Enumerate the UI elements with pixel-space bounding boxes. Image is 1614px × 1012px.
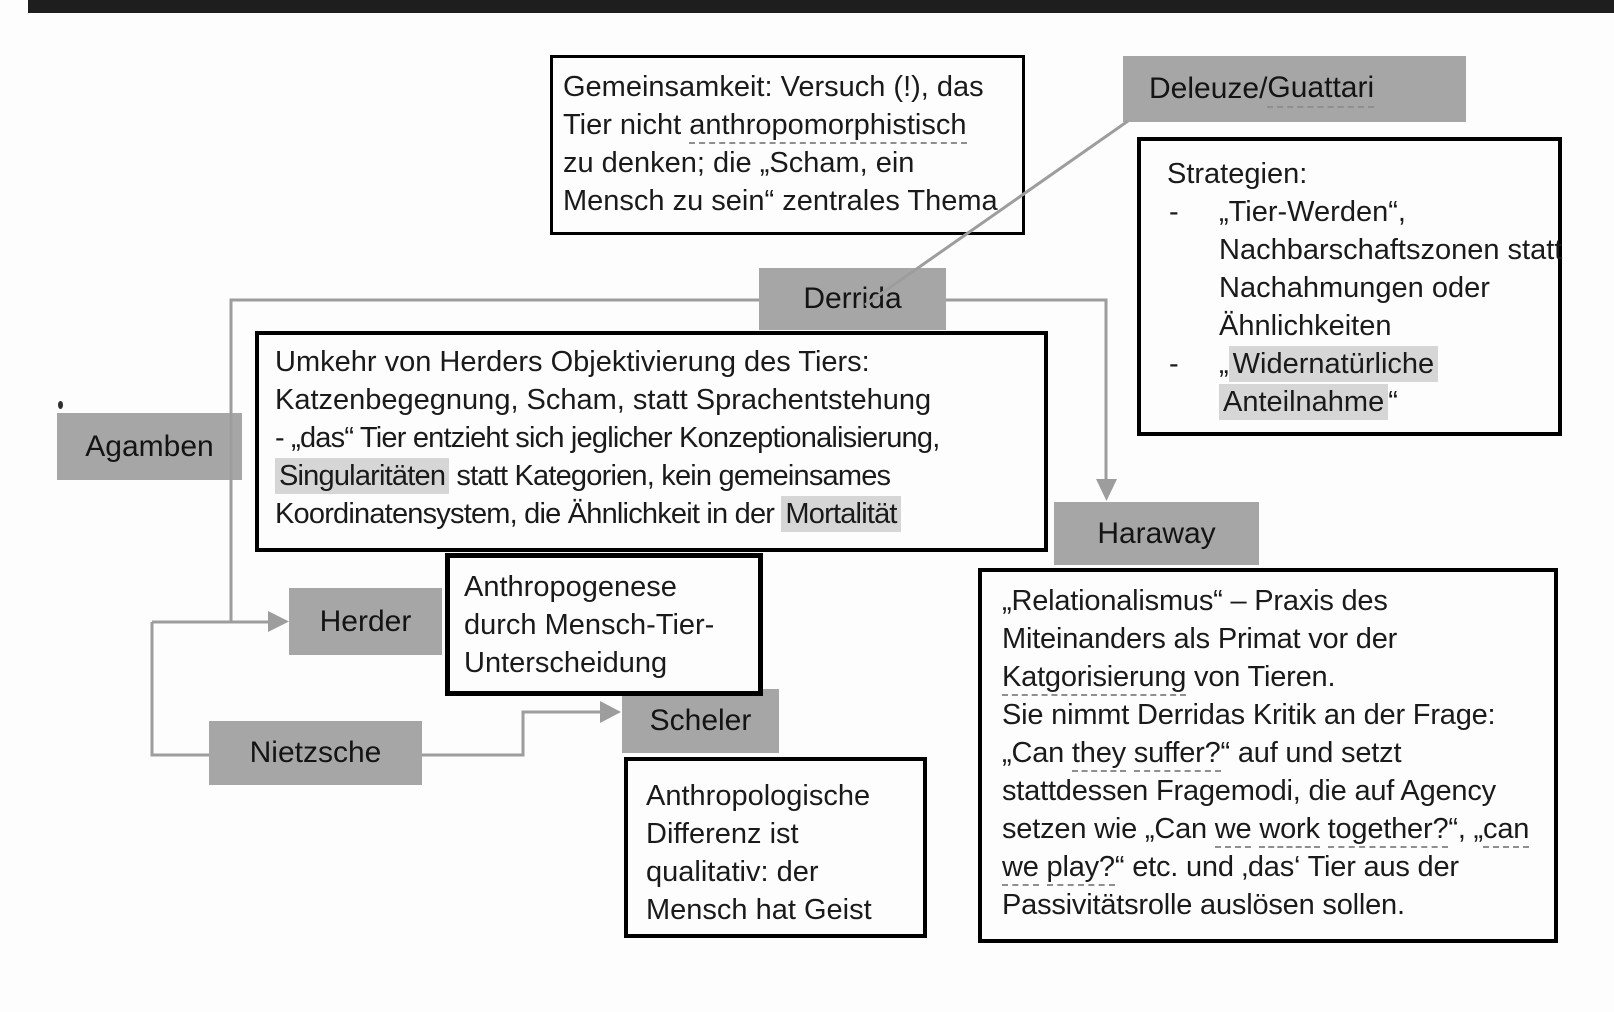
text-segment: “ bbox=[1388, 386, 1398, 418]
text-segment: Koordinatensystem, die Ähnlichkeit in der bbox=[275, 498, 782, 530]
node-agamben bbox=[57, 413, 242, 480]
text-line bbox=[646, 853, 915, 891]
text-segment: Mensch zu sein“ zentrales Thema bbox=[563, 185, 998, 217]
box-anthropogenese bbox=[445, 553, 763, 696]
spellcheck-term: can bbox=[1483, 813, 1529, 848]
text-segment: durch Mensch-Tier- bbox=[464, 609, 715, 641]
text-segment: Passivitätsrolle auslösen sollen. bbox=[1002, 889, 1405, 921]
arrowhead-haraway bbox=[1096, 479, 1117, 501]
text-line bbox=[1002, 810, 1548, 848]
spellcheck-term: work bbox=[1259, 813, 1319, 848]
text-segment: Tier nicht bbox=[563, 109, 690, 141]
text-segment: „ bbox=[1219, 348, 1229, 380]
node-herder bbox=[289, 588, 442, 655]
highlighted-term: Widernatürliche bbox=[1229, 346, 1438, 382]
text-line bbox=[464, 644, 750, 682]
text-line bbox=[1002, 886, 1548, 924]
text-segment: Katzenbegegnung, Scham, statt Sprachentstehung bbox=[275, 384, 932, 416]
text-line bbox=[275, 457, 1036, 495]
box-derrida-thesis bbox=[255, 331, 1048, 552]
text-segment: Mensch hat Geist bbox=[646, 894, 872, 926]
bullet-dash: - bbox=[1169, 196, 1179, 228]
text-line bbox=[1002, 696, 1548, 734]
spellcheck-term: Katgorisierung bbox=[1002, 661, 1186, 696]
text-segment: Nachahmungen oder bbox=[1219, 272, 1490, 304]
text-line bbox=[563, 182, 1012, 220]
text-line bbox=[1002, 772, 1548, 810]
text-line bbox=[1002, 848, 1548, 886]
box-gemeinsamkeit bbox=[550, 55, 1025, 235]
connector-nietzsche-scheler bbox=[422, 712, 600, 755]
scan-edge-bar bbox=[28, 0, 1614, 13]
node-label: Deleuze/ bbox=[1149, 72, 1268, 105]
node-label: Agamben bbox=[85, 429, 214, 463]
text-segment: “, „ bbox=[1448, 813, 1484, 845]
text-segment bbox=[1126, 737, 1134, 769]
box-scheler-thesis bbox=[624, 757, 927, 938]
node-label: Herder bbox=[319, 604, 412, 638]
text-line bbox=[275, 495, 1036, 533]
spellcheck-term: suffer? bbox=[1134, 737, 1221, 772]
node-haraway bbox=[1054, 502, 1259, 565]
node-derrida bbox=[759, 268, 946, 330]
node-label: Haraway bbox=[1097, 516, 1216, 550]
text-line bbox=[1167, 269, 1552, 307]
text-segment: stattdessen Fragemodi, die auf Agency bbox=[1002, 775, 1496, 807]
text-segment: Miteinanders als Primat vor der bbox=[1002, 623, 1398, 655]
spellcheck-term: we bbox=[1002, 851, 1039, 886]
text-line bbox=[1002, 734, 1548, 772]
node-deleuze-guattari bbox=[1123, 56, 1466, 122]
highlighted-term: Mortalität bbox=[781, 496, 900, 532]
connector-nietzsche-left bbox=[152, 622, 209, 755]
text-segment: Anthropogenese bbox=[464, 571, 677, 603]
text-segment: “ auf und setzt bbox=[1220, 737, 1402, 769]
text-segment: Strategien: bbox=[1167, 158, 1308, 190]
text-segment: Unterscheidung bbox=[464, 647, 668, 679]
spellcheck-term: anthropomorphistisch bbox=[689, 109, 966, 144]
text-segment: Gemeinsamkeit: Versuch (!), das bbox=[563, 71, 984, 103]
text-line bbox=[646, 777, 915, 815]
text-segment: Umkehr von Herders Objektivierung des Tiers: bbox=[275, 346, 870, 378]
text-segment: „Relationalismus“ – Praxis des bbox=[1002, 585, 1388, 617]
node-label: Derrida bbox=[803, 282, 902, 315]
bullet-dash: - bbox=[1169, 348, 1179, 380]
stray-mark bbox=[58, 401, 63, 409]
node-label: Nietzsche bbox=[249, 736, 382, 769]
highlighted-term: Anteilnahme bbox=[1219, 384, 1388, 420]
box-haraway-thesis bbox=[978, 568, 1558, 943]
text-line bbox=[1002, 620, 1548, 658]
text-segment: statt Kategorien, kein gemeinsames bbox=[449, 460, 891, 492]
text-line bbox=[1002, 658, 1548, 696]
text-line bbox=[646, 891, 915, 929]
text-line bbox=[563, 144, 1012, 182]
text-line bbox=[275, 343, 1036, 381]
text-segment bbox=[1320, 813, 1328, 845]
spellcheck-term: Guattari bbox=[1267, 71, 1374, 108]
text-line bbox=[646, 815, 915, 853]
spellcheck-term: together? bbox=[1328, 813, 1449, 848]
text-segment: Nachbarschaftszonen statt bbox=[1219, 234, 1563, 266]
text-segment bbox=[1039, 851, 1047, 883]
text-line bbox=[1167, 383, 1552, 421]
text-segment: setzen wie „Can bbox=[1002, 813, 1215, 845]
box-strategien bbox=[1137, 137, 1562, 436]
text-line bbox=[275, 419, 1036, 457]
text-line bbox=[464, 606, 750, 644]
text-segment: Ähnlichkeiten bbox=[1219, 310, 1392, 342]
spellcheck-term: play? bbox=[1047, 851, 1115, 886]
text-line bbox=[1002, 582, 1548, 620]
node-label: Scheler bbox=[649, 704, 752, 737]
text-segment: - „das“ Tier entzieht sich jeglicher Konzeptionalisierung, bbox=[275, 422, 940, 454]
spellcheck-term: they bbox=[1072, 737, 1126, 772]
text-segment: Differenz ist bbox=[646, 818, 799, 850]
text-segment: Sie nimmt Derridas Kritik an der Frage: bbox=[1002, 699, 1496, 731]
text-segment: „Can bbox=[1002, 737, 1072, 769]
highlighted-term: Singularitäten bbox=[275, 458, 449, 494]
text-segment: von Tieren. bbox=[1186, 661, 1336, 693]
text-segment: zu denken; die „Scham, ein bbox=[563, 147, 915, 179]
spellcheck-term: we bbox=[1215, 813, 1252, 848]
text-segment: qualitativ: der bbox=[646, 856, 819, 888]
text-line bbox=[1167, 345, 1552, 383]
text-line bbox=[1167, 231, 1563, 269]
text-line bbox=[275, 381, 1036, 419]
text-line bbox=[1167, 193, 1552, 231]
arrowhead-scheler bbox=[600, 701, 621, 723]
text-line bbox=[464, 568, 750, 606]
text-segment: Anthropologische bbox=[646, 780, 871, 812]
text-segment: “ etc. und ‚das‘ Tier aus der bbox=[1114, 851, 1459, 883]
text-line bbox=[563, 68, 1012, 106]
text-line bbox=[1167, 307, 1552, 345]
node-nietzsche bbox=[209, 721, 422, 785]
text-line bbox=[1167, 155, 1552, 193]
text-segment: „Tier-Werden“, bbox=[1219, 196, 1406, 228]
text-line bbox=[563, 106, 1012, 144]
arrowhead-herder bbox=[268, 611, 289, 632]
node-scheler bbox=[622, 689, 779, 753]
